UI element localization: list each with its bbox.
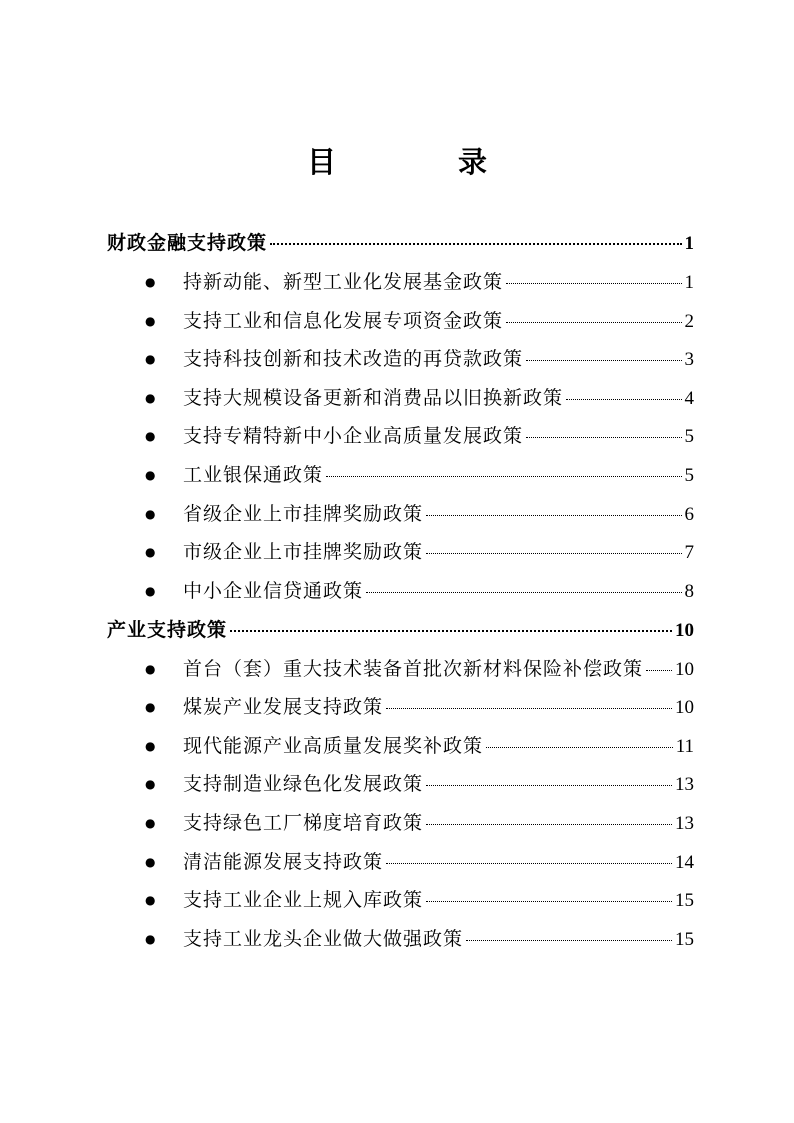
toc-page-number: 5 xyxy=(684,426,694,447)
toc-page-number: 8 xyxy=(684,581,694,602)
dot-leader xyxy=(230,630,672,632)
bullet-icon: ● xyxy=(145,855,156,869)
toc-item[interactable] xyxy=(145,460,694,498)
toc-item-label: 支持科技创新和技术改造的再贷款政策 xyxy=(183,348,524,370)
toc-item[interactable] xyxy=(145,808,694,846)
toc-page-number: 4 xyxy=(684,388,694,409)
dot-leader xyxy=(366,592,681,593)
toc-item[interactable] xyxy=(145,344,694,382)
toc-item-label: 持新动能、新型工业化发展基金政策 xyxy=(183,271,504,293)
toc-page-number: 11 xyxy=(675,736,694,757)
toc-item-label: 省级企业上市挂牌奖励政策 xyxy=(183,503,424,525)
dot-leader xyxy=(270,243,681,245)
bullet-icon: ● xyxy=(145,429,156,443)
dot-leader xyxy=(506,283,681,284)
bullet-icon: ● xyxy=(145,739,156,753)
toc-section-fiscal-finance[interactable] xyxy=(107,228,694,266)
toc-item[interactable] xyxy=(145,885,694,923)
toc-item-label: 支持大规模设备更新和消费品以旧换新政策 xyxy=(183,387,564,409)
toc-item-label: 现代能源产业高质量发展奖补政策 xyxy=(183,735,484,757)
toc-item[interactable] xyxy=(145,306,694,344)
dot-leader xyxy=(426,553,681,554)
bullet-icon: ● xyxy=(145,893,156,907)
toc-section-label: 财政金融支持政策 xyxy=(107,232,268,254)
bullet-icon: ● xyxy=(145,584,156,598)
dot-leader xyxy=(426,824,672,825)
toc-item-label: 中小企业信贷通政策 xyxy=(183,580,364,602)
bullet-icon: ● xyxy=(145,275,156,289)
bullet-icon: ● xyxy=(145,391,156,405)
toc-item[interactable] xyxy=(145,383,694,421)
toc-item[interactable] xyxy=(145,576,694,614)
toc-item-label: 市级企业上市挂牌奖励政策 xyxy=(183,541,424,563)
toc-page-number: 7 xyxy=(684,542,694,563)
toc-page-number: 2 xyxy=(684,311,694,332)
toc-item-label: 支持工业龙头企业做大做强政策 xyxy=(183,928,464,950)
dot-leader xyxy=(386,863,672,864)
toc-page-number: 6 xyxy=(684,504,694,525)
toc-page-number: 15 xyxy=(675,929,694,950)
toc-item-label: 支持工业和信息化发展专项资金政策 xyxy=(183,310,504,332)
toc-item-label: 首台（套）重大技术装备首批次新材料保险补偿政策 xyxy=(183,658,644,680)
toc-page-number: 15 xyxy=(675,890,694,911)
toc-item-label: 支持专精特新中小企业高质量发展政策 xyxy=(183,425,524,447)
toc-item[interactable] xyxy=(145,499,694,537)
bullet-icon: ● xyxy=(145,777,156,791)
toc-page-number: 10 xyxy=(675,697,694,718)
dot-leader xyxy=(426,515,681,516)
bullet-icon: ● xyxy=(145,468,156,482)
dot-leader xyxy=(386,708,672,709)
dot-leader xyxy=(466,940,672,941)
bullet-icon: ● xyxy=(145,662,156,676)
toc-page-number: 10 xyxy=(675,620,694,641)
toc-item-label: 支持绿色工厂梯度培育政策 xyxy=(183,812,424,834)
toc-item[interactable] xyxy=(145,731,694,769)
toc-item-label: 煤炭产业发展支持政策 xyxy=(183,696,384,718)
bullet-icon: ● xyxy=(145,314,156,328)
toc-page-number: 3 xyxy=(684,349,694,370)
toc-page-number: 5 xyxy=(684,465,694,486)
toc-item[interactable] xyxy=(145,421,694,459)
bullet-icon: ● xyxy=(145,352,156,366)
toc-section-label: 产业支持政策 xyxy=(107,619,228,641)
toc-item[interactable] xyxy=(145,654,694,692)
toc-page-number: 14 xyxy=(675,852,694,873)
toc-item-label: 支持工业企业上规入库政策 xyxy=(183,889,424,911)
dot-leader xyxy=(526,360,681,361)
toc-item-label: 工业银保通政策 xyxy=(183,464,324,486)
toc-item[interactable] xyxy=(145,847,694,885)
bullet-icon: ● xyxy=(145,700,156,714)
dot-leader xyxy=(526,437,681,438)
dot-leader xyxy=(566,399,681,400)
bullet-icon: ● xyxy=(145,545,156,559)
toc-page-number: 13 xyxy=(675,774,694,795)
dot-leader xyxy=(506,322,681,323)
toc-item-label: 清洁能源发展支持政策 xyxy=(183,851,384,873)
toc-page-number: 1 xyxy=(684,233,694,254)
dot-leader xyxy=(646,670,672,671)
bullet-icon: ● xyxy=(145,932,156,946)
bullet-icon: ● xyxy=(145,816,156,830)
dot-leader xyxy=(326,476,681,477)
page-title: 目 录 xyxy=(306,145,544,179)
toc-item[interactable] xyxy=(145,924,694,962)
toc-page-number: 13 xyxy=(675,813,694,834)
bullet-icon: ● xyxy=(145,507,156,521)
toc-page-number: 1 xyxy=(684,272,694,293)
toc-item-label: 支持制造业绿色化发展政策 xyxy=(183,773,424,795)
toc-item[interactable] xyxy=(145,769,694,807)
toc-section-industry[interactable] xyxy=(107,615,694,653)
toc-item[interactable] xyxy=(145,267,694,305)
toc-item[interactable] xyxy=(145,537,694,575)
dot-leader xyxy=(426,901,672,902)
toc-page-number: 10 xyxy=(675,659,694,680)
dot-leader xyxy=(426,785,672,786)
toc-item[interactable] xyxy=(145,692,694,730)
dot-leader xyxy=(486,747,673,748)
